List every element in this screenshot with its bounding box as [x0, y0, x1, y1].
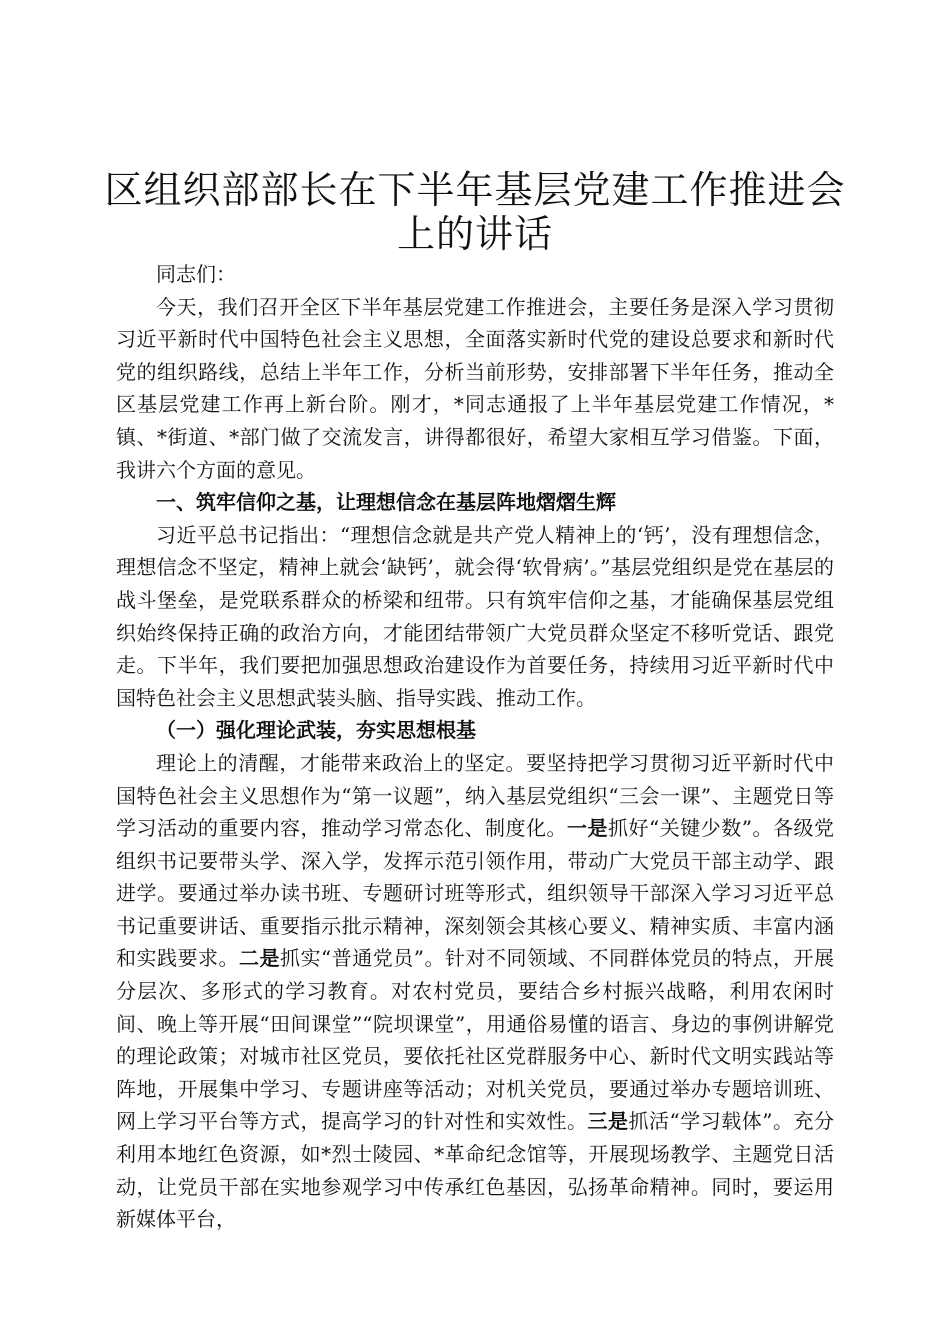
- document-body: [116, 258, 834, 1236]
- lead-third: 三是: [587, 1109, 629, 1134]
- document-title: 区组织部部长在下半年基层党建工作推进会上的讲话: [104, 168, 846, 256]
- subsection-1-text-a: 理论上的清醒，才能带来政治上的坚定。要坚持把学习贯彻习近平新时代中国特色社会主义思想作为“第一议题”，纳入基层党组织“三会一课”、主题党日等学习活动的重要内容，推动学习常态化、制度化。: [116, 750, 834, 841]
- subsection-1-text-d: 抓活“学习载体”。充分利用本地红色资源，如*烈士陵园、*革命纪念馆等，开展现场教学、主题党日活动，让党员干部在实地参观学习中传承红色基因，弘扬革命精神。同时，要运用新媒体平台，: [116, 1109, 835, 1232]
- subsection-1-text-c: 抓实“普通党员”。针对不同领域、不同群体党员的特点，开展分层次、多形式的学习教育。对农村党员，要结合乡村振兴战略，利用农闲时间、晚上等开展“田间课堂”“院坝课堂”，用通俗易懂的语言、身边的事例讲解党的理论政策；对城市社区党员，要依托社区党群服务中心、新时代文明实践站等阵地，开展集中学习、专题讲座等活动；对机关党员，要通过举办专题培训班、网上学习平台等方式，提高学习的针对性和实效性。: [116, 946, 835, 1134]
- subsection-1-heading: （一）强化理论武装，夯实思想根基: [156, 718, 476, 743]
- section-1-paragraph: 习近平总书记指出：“理想信念就是共产党人精神上的‘钙’，没有理想信念，理想信念不坚定，精神上就会‘缺钙’，就会得‘软骨病’。”基层党组织是党在基层的战斗堡垒，是党联系群众的桥梁和纽带。只有筑牢信仰之基，才能确保基层党组织始终保持正确的政治方向，才能团结带领广大党员群众坚定不移听党话、跟党走。下半年，我们要把加强思想政治建设作为首要任务，持续用习近平新时代中国特色社会主义思想武装头脑、指导实践、推动工作。: [116, 522, 834, 710]
- subsection-1-text-b: 抓好“关键少数”。各级党组织书记要带头学、深入学，发挥示范引领作用，带动广大党员干部主动学、跟进学。要通过举办读书班、专题研讨班等形式，组织领导干部深入学习习近平总书记重要讲话、重要指示批示精神，深刻领会其核心要义、精神实质、丰富内涵和实践要求。: [116, 816, 835, 971]
- lead-first: 一是: [567, 816, 609, 841]
- lead-second: 二是: [239, 946, 281, 971]
- subsection-1-paragraph: [116, 747, 834, 1236]
- intro-paragraph: 今天，我们召开全区下半年基层党建工作推进会，主要任务是深入学习贯彻习近平新时代中国特色社会主义思想，全面落实新时代党的建设总要求和新时代党的组织路线，总结上半年工作，分析当前形势，安排部署下半年任务，推动全区基层党建工作再上新台阶。刚才，*同志通报了上半年基层党建工作情况，*镇、*街道、*部门做了交流发言，讲得都很好，希望大家相互学习借鉴。下面，我讲六个方面的意见。: [116, 294, 834, 482]
- section-1-heading: 一、筑牢信仰之基，让理想信念在基层阵地熠熠生辉: [156, 490, 616, 515]
- salutation: 同志们：: [156, 262, 236, 286]
